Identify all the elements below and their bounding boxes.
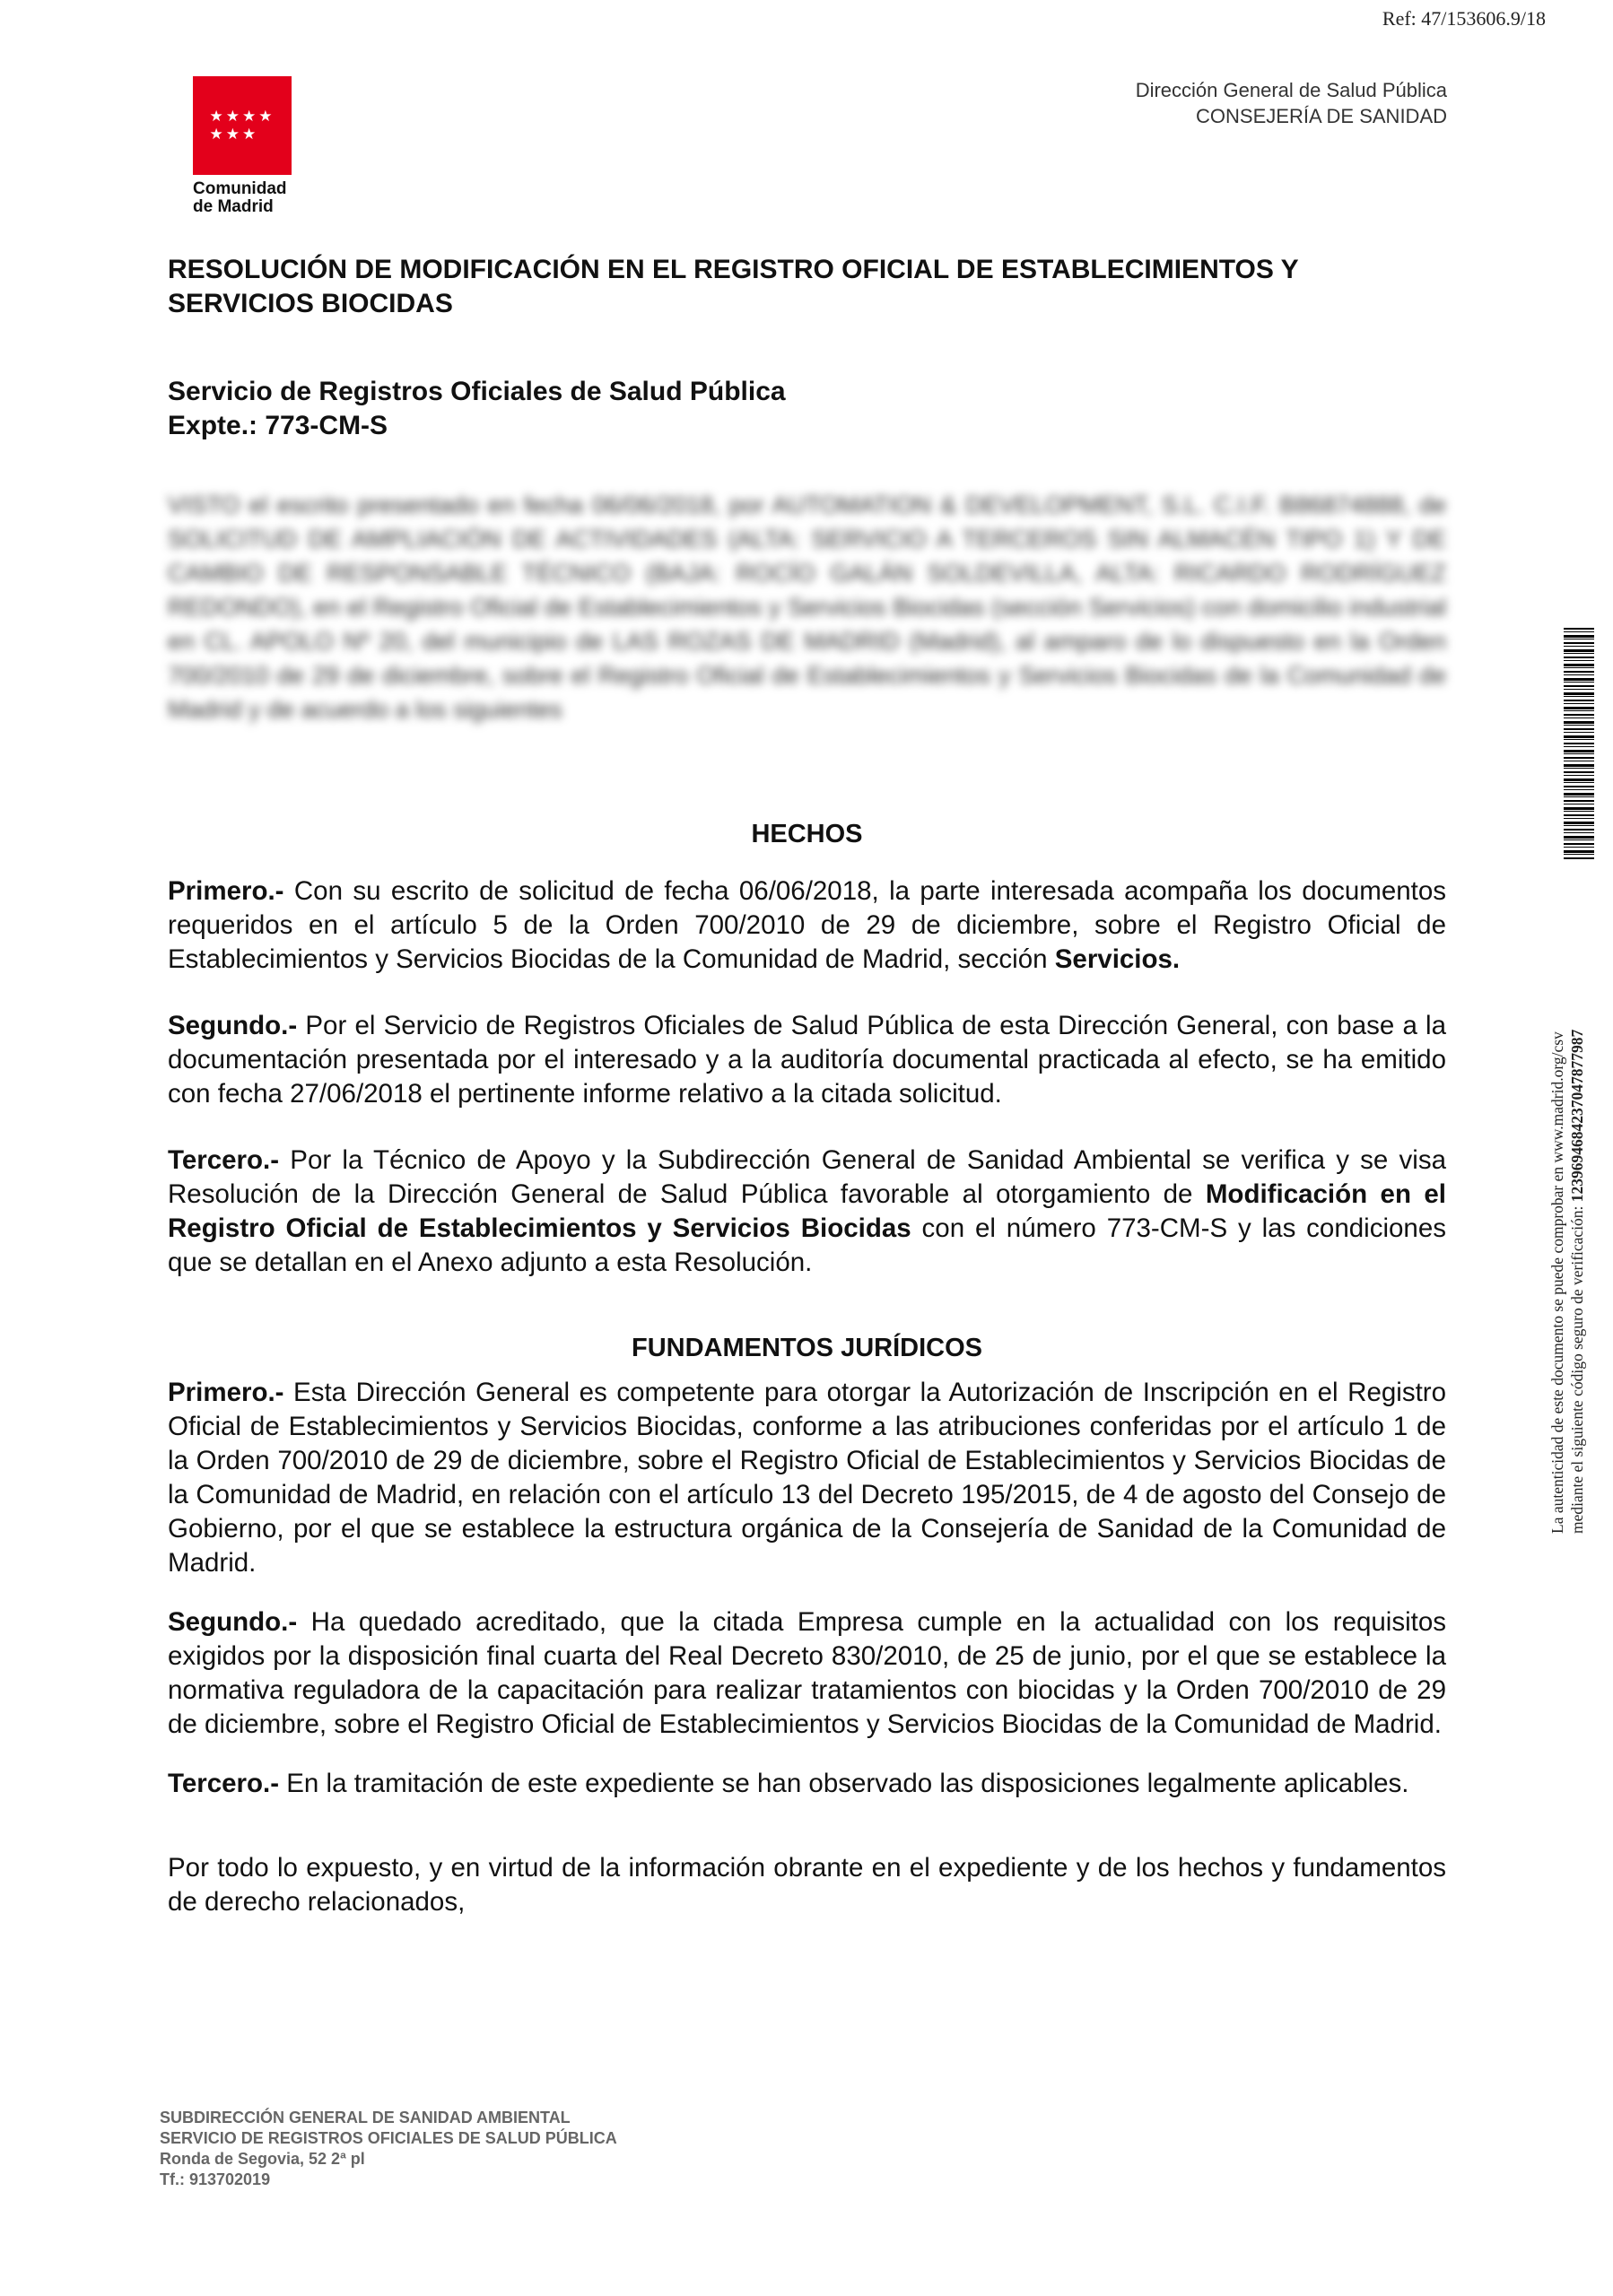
verification-code: 1239694684237047877987 (1568, 1029, 1586, 1203)
fundamentos-primero: Primero.- Esta Dirección General es competente para otorgar la Autorización de Inscripción en el Registro Oficial de Establecimientos y Servicios Biocidas, conforme a las atribuciones conferidas por el artículo 1 de la Orden 700/2010 de 29 de diciembre, sobre el Registro Oficial de Establecimientos y Servicios Biocidas de la Comunidad de Madrid, en relación con el artículo 13 del Decreto 195/2015, de 4 de agosto del Consejo de Gobierno, por el que se establece la estructura orgánica de la Consejería de Sanidad de la Comunidad de Madrid. (168, 1378, 1446, 1578)
department-name: Dirección General de Salud Pública (1135, 79, 1447, 101)
hechos-tercero: Tercero.- Por la Técnico de Apoyo y la Subdirección General de Sanidad Ambiental se verifica y se visa Resolución de la Dirección General de Salud Pública favorable al otorgamiento de Modificación en el Registro Oficial de Establecimientos y Servicios Biocidas con el número 773-CM-S y las condiciones que se detallan en el Anexo adjunto a esta Resolución. (168, 1145, 1446, 1277)
document-title: RESOLUCIÓN DE MODIFICACIÓN EN EL REGISTRO OFICIAL DE ESTABLECIMIENTOS Y SERVICIOS BIOCIDAS (168, 255, 1299, 318)
department-header (1136, 77, 1447, 129)
expediente-number: Expte.: 773-CM-S (168, 411, 388, 440)
hechos-primero: Primero.- Con su escrito de solicitud de fecha 06/06/2018, la parte interesada acompaña los documentos requeridos en el artículo 5 de la Orden 700/2010 de 29 de diciembre, sobre el Registro Oficial de Establecimientos y Servicios Biocidas de la Comunidad de Madrid, sección Servicios. (168, 876, 1446, 974)
ministry-name: CONSEJERÍA DE SANIDAD (1196, 105, 1447, 127)
verification-barcode (1564, 628, 1594, 861)
fundamentos-tercero: Tercero.- En la tramitación de este expediente se han observado las disposiciones legalmente aplicables. (168, 1769, 1409, 1798)
hechos-segundo: Segundo.- Por el Servicio de Registros Oficiales de Salud Pública de esta Dirección General, con base a la documentación presentada por el interesado y a la auditoría documental practicada al efecto, se ha emitido con fecha 27/06/2018 el pertinente informe relativo a la citada solicitud. (168, 1011, 1446, 1109)
service-block (168, 375, 1446, 443)
hechos-heading: HECHOS (751, 820, 863, 848)
logo-text: Comunidad de Madrid (193, 179, 287, 216)
service-name: Servicio de Registros Oficiales de Salud Pública (168, 377, 786, 406)
document-body (168, 253, 1446, 1952)
verification-text: La autenticidad de este documento se puede comprobar en www.madrid.org/csv mediante el siguiente código seguro de verificación: 1239694684237047877987 (1548, 1029, 1586, 1534)
comunidad-madrid-logo (193, 76, 292, 216)
logo-stars: ★★★★ ★★★ (209, 108, 275, 143)
fundamentos-heading: FUNDAMENTOS JURÍDICOS (632, 1334, 982, 1362)
intro-paragraph-redacted: VISTO el escrito presentado en fecha 06/06/2018, por AUTOMATION & DEVELOPMENT, S.L. C.I.F. B86874888, de SOLICITUD DE AMPLIACIÓN DE ACTIVIDADES (ALTA: SERVICIO A TERCEROS SIN ALMACÉN TIPO 1) Y DE CAMBIO DE RESPONSABLE TÉCNICO (BAJA: ROCÍO GALÁN SOLDEVILLA, ALTA: RICARDO RODRÍGUEZ REDONDO), en el Registro Oficial de Establecimientos y Servicios Biocidas (sección Servicios) con domicilio industrial en CL. APOLO Nº 20, del municipio de LAS ROZAS DE MADRID (Madrid), al amparo de lo dispuesto en la Orden 700/2010 de 29 de diciembre, sobre el Registro Oficial de Establecimientos y Servicios Biocidas de la Comunidad de Madrid y de acuerdo a los siguientes (168, 491, 1446, 723)
closing-paragraph: Por todo lo expuesto, y en virtud de la información obrante en el expediente y de los hechos y fundamentos de derecho relacionados, (168, 1853, 1446, 1917)
footer-address: SUBDIRECCIÓN GENERAL DE SANIDAD AMBIENTAL SERVICIO DE REGISTROS OFICIALES DE SALUD PÚBLICA Ronda de Segovia, 52 2ª pl Tf.: 913702019 (160, 2109, 617, 2188)
reference-number: Ref: 47/153606.9/18 (1382, 7, 1546, 30)
logo-red-square (193, 76, 292, 175)
fundamentos-segundo: Segundo.- Ha quedado acreditado, que la citada Empresa cumple en la actualidad con los requisitos exigidos por la disposición final cuarta del Real Decreto 830/2010, de 25 de junio, por el que se establece la normativa reguladora de la capacitación para realizar tratamientos con biocidas y la Orden 700/2010 de 29 de diciembre, sobre el Registro Oficial de Establecimientos y Servicios Biocidas de la Comunidad de Madrid. (168, 1607, 1446, 1739)
